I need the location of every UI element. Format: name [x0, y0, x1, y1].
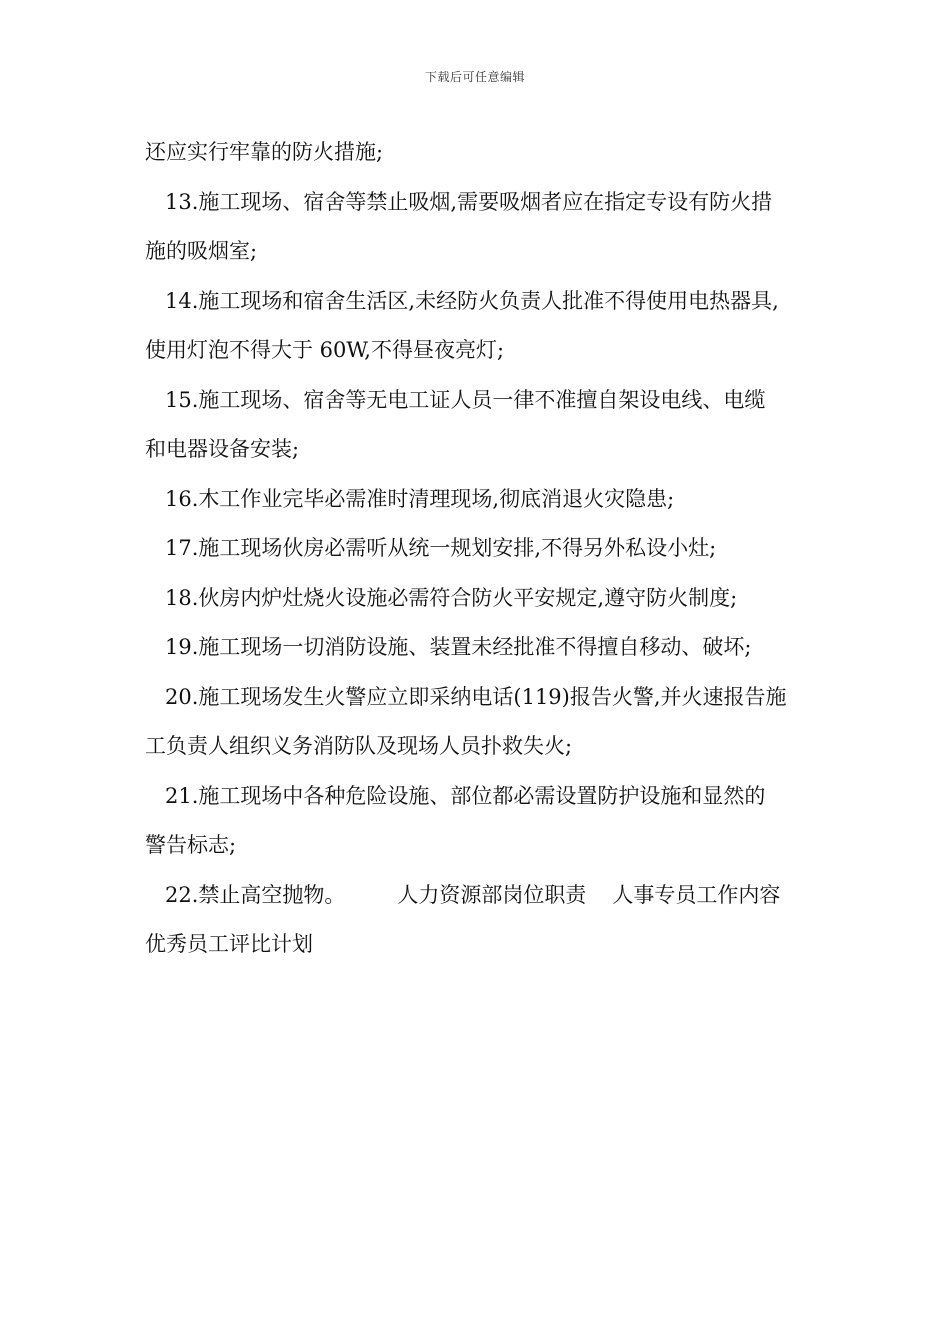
related-doc-link-employee-evaluation[interactable]: 优秀员工评比计划 [145, 932, 313, 956]
document-body [145, 128, 825, 970]
rule-item-14-continued: 使用灯泡不得大于 60W,不得昼夜亮灯; [145, 338, 505, 362]
paragraph-line: 还应实行牢靠的防火措施; [145, 140, 384, 164]
rule-item-20: 20.施工现场发生火警应立即采纳电话(119)报告火警,并火速报告施 [165, 684, 787, 709]
rule-item-13: 13.施工现场、宿舍等禁止吸烟,需要吸烟者应在指定专设有防火措 [165, 189, 773, 214]
related-doc-link-hr-specialist[interactable]: 人事专员工作内容 [612, 882, 781, 907]
rule-item-17: 17.施工现场伙房必需听从统一规划安排,不得另外私设小灶; [165, 536, 717, 560]
rule-item-13-continued: 施的吸烟室; [145, 239, 258, 263]
rule-item-22: 22.禁止高空抛物。 [165, 882, 346, 907]
rule-item-22-line [145, 871, 825, 921]
rule-item-21-continued: 警告标志; [145, 833, 237, 857]
related-doc-link-hr-duties[interactable]: 人力资源部岗位职责 [397, 882, 587, 907]
rule-item-15-continued: 和电器设备安装; [145, 437, 300, 461]
rule-item-21: 21.施工现场中各种危险设施、部位都必需设置防护设施和显然的 [165, 783, 766, 808]
rule-item-18: 18.伙房内炉灶烧火设施必需符合防火平安规定,遵守防火制度; [165, 585, 738, 610]
rule-item-14: 14.施工现场和宿舍生活区,未经防火负责人批准不得使用电热器具, [165, 288, 779, 313]
rule-item-16: 16.木工作业完毕必需准时清理现场,彻底消退火灾隐患; [165, 486, 675, 511]
rule-item-19: 19.施工现场一切消防设施、装置未经批准不得擅自移动、破坏; [165, 635, 752, 659]
page-header: 下载后可任意编辑 [424, 70, 525, 84]
rule-item-15: 15.施工现场、宿舍等无电工证人员一律不准擅自架设电线、电缆 [165, 387, 766, 412]
rule-item-20-continued: 工负责人组织义务消防队及现场人员扑救失火; [145, 734, 573, 758]
